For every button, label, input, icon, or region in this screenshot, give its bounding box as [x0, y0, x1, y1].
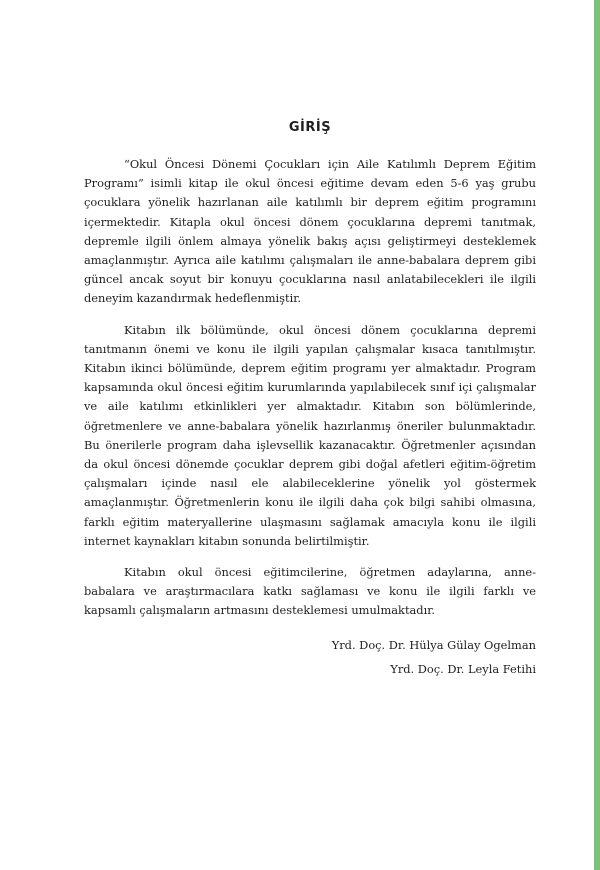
paragraph-2: Kitabın ilk bölümünde, okul öncesi dönem çocuklarına depremi tanıtmanın önemi ve konu ile ilgili yapılan çalışmalar kısaca tanıtılmıştır. Kitabın ikinci bölümünde, deprem eğitim programı yer almaktadır. Program kapsamında okul öncesi eğitim kurumlarında yapılabilecek sınıf içi çalışmalar ve aile katılımı etkinlikleri yer almaktadır. Kitabın son bölümlerinde, öğretmenlere ve anne-babalara yönelik hazırlanmış öneriler bulunmaktadır. Bu önerilerle program daha işlevsellik kazanacaktır. Öğretmenler açısından da okul öncesi dönemde çocuklar deprem gibi doğal afetleri eğitim-öğretim çalışmaları içinde nasıl ele alabileceklerine yönelik yol göstermek amaçlanmıştır. Öğretmenlerin konu ile ilgili daha çok bilgi sahibi olmasına, farklı eğitim materyallerine ulaşmasını sağlamak amacıyla konu ile ilgili internet kaynakları kitabın sonunda belirtilmiştir.	[84, 322, 536, 548]
author-signature-block	[84, 633, 536, 681]
paragraph-3: Kitabın okul öncesi eğitimcilerine, öğretmen adaylarına, anne-babalara ve araştırmacılara katkı sağlaması ve konu ile ilgili farklı ve kapsamlı çalışmaların artmasını desteklemesi umulmaktadır.	[84, 565, 536, 618]
document-page	[84, 120, 536, 681]
author-2: Yrd. Doç. Dr. Leyla Fetihi	[390, 661, 536, 676]
paragraph-1: “Okul Öncesi Dönemi Çocukları için Aile Katılımlı Deprem Eğitim Programı” isimli kitap ile okul öncesi eğitime devam eden 5-6 yaş grubu çocuklara yönelik hazırlanan aile katılımlı bir deprem eğitim programını içermektedir. Kitapla okul öncesi dönem çocuklarına depremi tanıtmak, depremle ilgili önlem almaya yönelik bakış açısı geliştirmeyi desteklemek amaçlanmıştır. Ayrıca aile katılımı çalışmaları ile anne-babalara deprem gibi güncel ancak soyut bir konuyu çocuklarına nasıl anlatabilecekleri ile ilgili deneyim kazandırmak hedeflenmiştir.	[84, 157, 536, 306]
author-1: Yrd. Doç. Dr. Hülya Gülay Ogelman	[331, 637, 536, 652]
page-title: GİRİŞ	[288, 120, 332, 135]
page-edge-stripe	[594, 0, 600, 870]
